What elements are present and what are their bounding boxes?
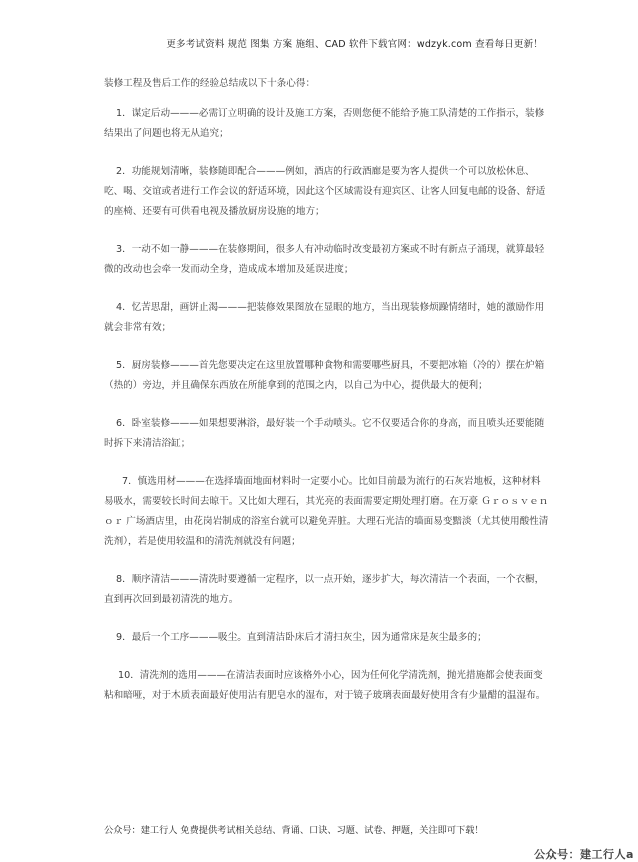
paragraph-2: 2．功能规划清晰，装修随即配合———例如，酒店的行政酒廊是要为客人提供一个可以放松休息、吃、喝、交谊或者进行工作会议的舒适环境，因此这个区域需设有迎宾区、让客人回复电邮的设备、舒适的座椅、还要有可供看电视及播放厨房设施的地方； [104, 166, 546, 217]
paragraph-6: 6．卧室装修———如果想要淋浴，最好装一个手动喷头。它不仅要适合你的身高，而且喷头还要能随时拆下来清洁浴缸； [104, 418, 545, 449]
page-header: 更多考试资料 规范 图集 方案 施组、CAD 软件下载官网：wdzyk.com 查看每日更新！ [166, 39, 543, 50]
paragraph-9: 9．最后一个工序———吸尘。直到清洁卧床后才清扫灰尘，因为通常床是灰尘最多的； [116, 632, 487, 643]
paragraph-8: 8．顺序清洁———清洗时要遵循一定程序，以一点开始，逐步扩大，每次清洁一个表面，一个衣橱，直到再次回到最初清洗的地方。 [104, 574, 545, 605]
document-body [104, 74, 550, 724]
paragraph-10: 10．清洗剂的选用———在清洁表面时应该格外小心，因为任何化学清洗剂，抛光措施都会使表面变粘和暗哑，对于木质表面最好使用沾有肥皂水的湿布，对于镜子玻璃表面最好使用含有少量醋的温湿布。 [104, 670, 546, 701]
paragraph-3: 3．一动不如一静———在装修期间，很多人有冲动临时改变最初方案或不时有新点子涌现，就算最轻微的改动也会牵一发而动全身，造成成本增加及延误进度； [104, 244, 545, 275]
footer-note: 公众号：建工行人 免费提供考试相关总结、背诵、口诀、习题、试卷、押题，关注即可下载！ [104, 825, 484, 836]
paragraph-5: 5．厨房装修———首先您要决定在这里放置哪种食物和需要哪些厨具，不要把冰箱（冷的）摆在炉箱（热的）旁边，并且确保东西放在所能拿到的范围之内，以自己为中心，提供最大的便利； [104, 360, 545, 391]
paragraph-1: 1．谋定后动———必需订立明确的设计及施工方案，否则您便不能给予施工队清楚的工作指示，装修结果出了问题也将无从追究； [104, 108, 545, 139]
intro-text: 装修工程及售后工作的经验总结成以下十条心得： [104, 78, 316, 89]
paragraph-4: 4．忆苦思甜，画饼止渴———把装修效果图放在显眼的地方，当出现装修烦躁情绪时，她的激励作用就会非常有效； [104, 302, 545, 333]
watermark: 公众号：建工行人a [534, 848, 634, 861]
paragraph-7: 7．慎选用材———在选择墙面地面材料时一定要小心。比如目前最为流行的石灰岩地板，这种材料易吸水，需要较长时间去晾干。又比如大理石，其光亮的表面需要定期处理打磨。在万豪 Ｇｒｏｓｖｅｎｏｒ 广场酒店里，由花岗岩制成的浴室台就可以避免弄脏。大理石光洁的墙面易变黯淡（尤其使用酸性清洗剂），若是使用较温和的清洗剂就没有问题； [104, 476, 549, 547]
